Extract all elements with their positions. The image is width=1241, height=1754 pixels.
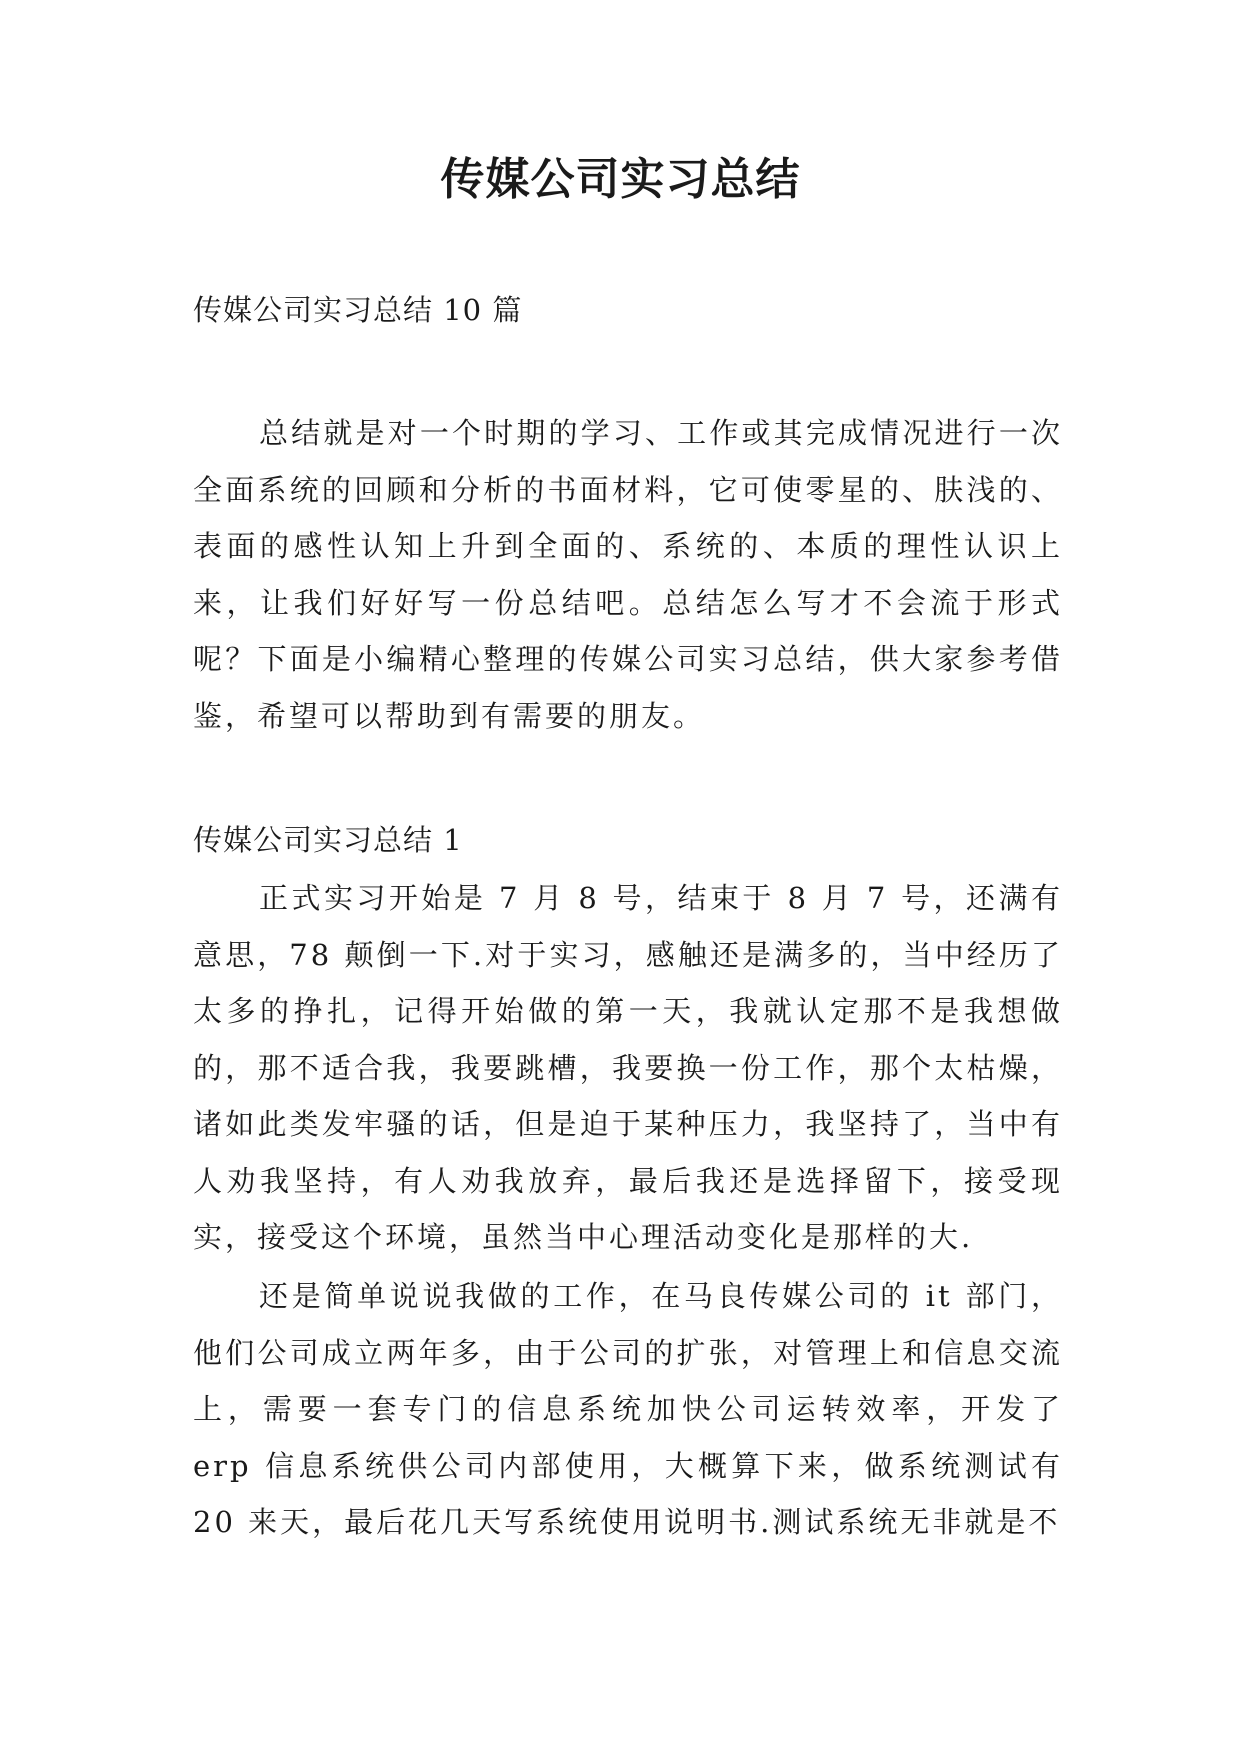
intro-paragraph: 总结就是对一个时期的学习、工作或其完成情况进行一次全面系统的回顾和分析的书面材料，它可使零星的、肤浅的、表面的感性认知上升到全面的、系统的、本质的理性认识上来，让我们好好写一份总结吧。总结怎么写才不会流于形式呢？下面是小编精心整理的传媒公司实习总结，供大家参考借鉴，希望可以帮助到有需要的朋友。 bbox=[193, 416, 1063, 733]
body-paragraph-2: 还是简单说说我做的工作，在马良传媒公司的 it 部门，他们公司成立两年多，由于公司的扩张，对管理上和信息交流上，需要一套专门的信息系统加快公司运转效率，开发了 erp 信息系统供公司内部使用，大概算下来，做系统测试有 20 来天，最后花几天写系统使用说明书.测试系统无非就是不 bbox=[193, 1279, 1063, 1539]
section-heading: 传媒公司实习总结 1 bbox=[193, 823, 463, 857]
document-subtitle: 传媒公司实习总结 10 篇 bbox=[193, 293, 523, 327]
body-paragraph-1: 正式实习开始是 7 月 8 号，结束于 8 月 7 号，还满有意思，78 颠倒一下.对于实习，感触还是满多的，当中经历了太多的挣扎，记得开始做的第一天，我就认定那不是我想做的，那不适合我，我要跳槽，我要换一份工作，那个太枯燥，诸如此类发牢骚的话，但是迫于某种压力，我坚持了，当中有人劝我坚持，有人劝我放弃，最后我还是选择留下，接受现实，接受这个环境，虽然当中心理活动变化是那样的大. bbox=[193, 881, 1063, 1254]
document-title: 传媒公司实习总结 bbox=[440, 154, 801, 205]
